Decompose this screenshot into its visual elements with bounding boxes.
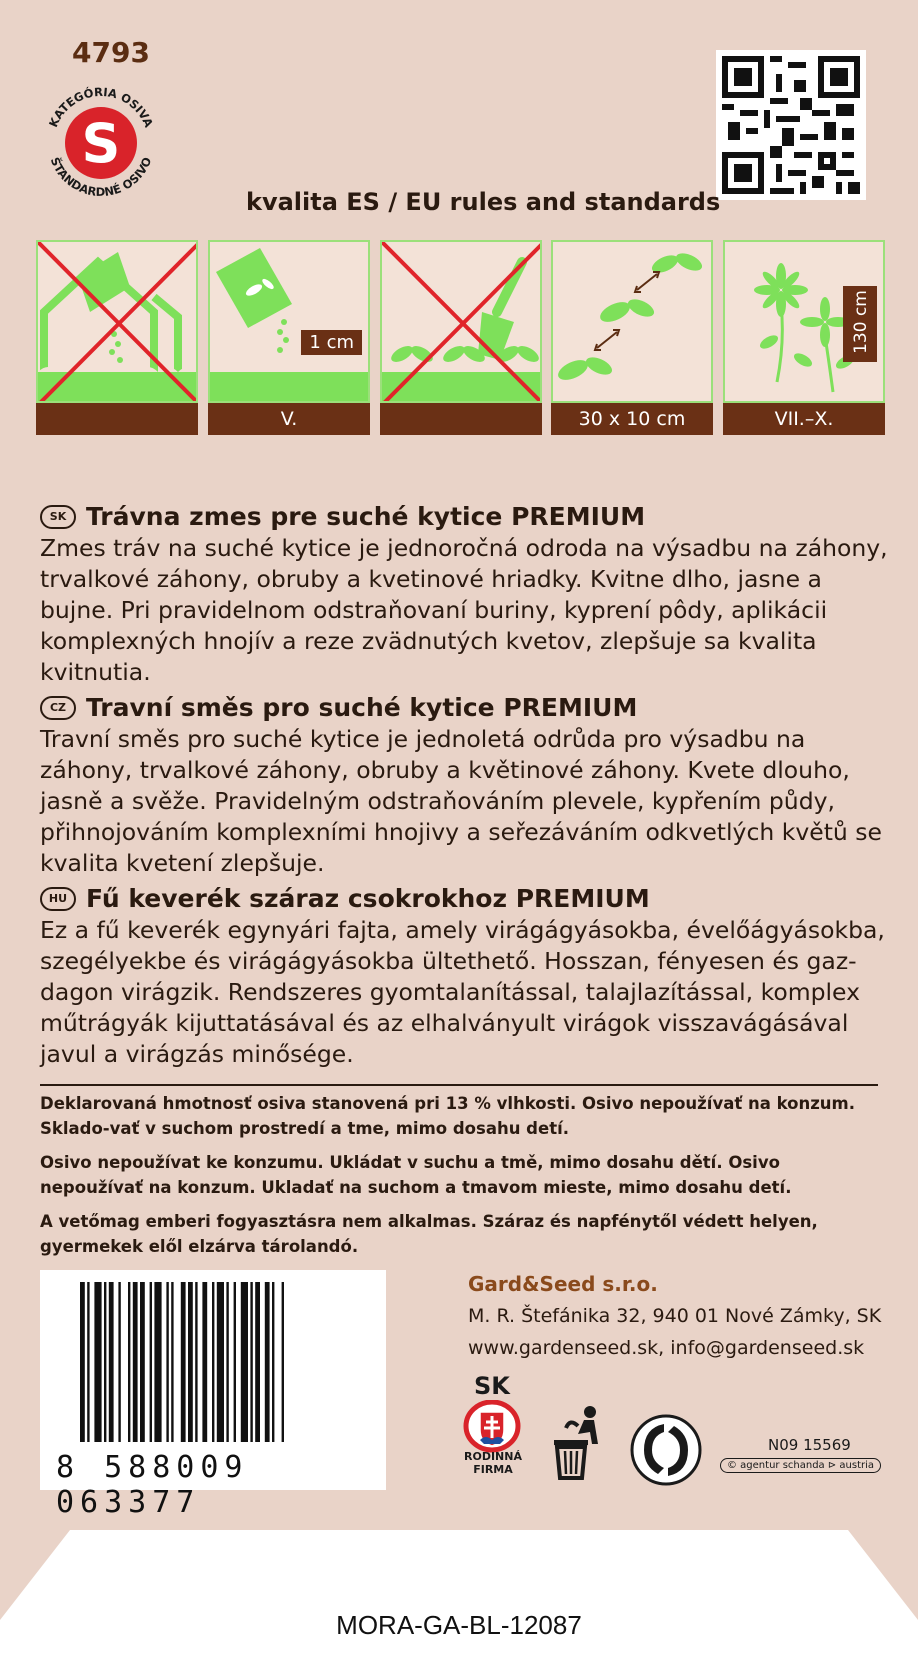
badge-letter: S [81,112,121,175]
barcode-bar [255,1282,260,1442]
section-body: Zmes tráv na suché kytice je jednoročná odroda na výsadbu na záhony, trvalkové záhony, obruby a kvetinové hriadky. Kvitne dlho, jasne a bujne. Pri pravidelnom odstraňovaní buriny, kyprení pôdy, aplikácii komplexných hnojív a reze zvädnutých kvetov, zlepšuje sa kvalita kvitnutia. [40,534,888,686]
green-dot-icon [630,1414,702,1486]
section-title: Fű keverék száraz csokrokhoz PREMIUM [86,884,650,913]
barcode-bar [94,1282,101,1442]
lang-badge: SK [40,505,76,529]
sowing-depth-tag: 1 cm [301,330,362,355]
country-label: SK [474,1372,510,1400]
barcode-bar [212,1282,214,1442]
badge-top-text: KATEGÓRIA OSIVA [46,84,156,130]
company-contact: www.gardenseed.sk, info@gardenseed.sk [468,1337,865,1359]
barcode-bar [188,1282,193,1442]
barcode [40,1270,386,1520]
lang-badge: HU [40,887,76,911]
panel-spacing [551,240,713,435]
barcode-bar [150,1282,152,1442]
slovak-family-business-icon [462,1400,522,1456]
barcode-bar [265,1282,270,1442]
barcode-bar [202,1282,207,1442]
registration-code: N09 15569 [768,1436,851,1454]
storage-note-cz-sk: Osivo nepoužívat ke konzumu. Ukládat v suchu a tmě, mimo dosahu dětí. Osivo nepoužívať na konzum. Ukladať na suchom a tmavom mieste, mimo dosahu detí. [40,1153,792,1197]
quality-statement: kvalita ES / EU rules and standards [246,188,721,216]
flap-shading [0,1530,918,1662]
barcode-bar [80,1282,85,1442]
panel-label [380,403,542,435]
panel-flowering [723,240,885,435]
section-title: Trávna zmes pre suché kytice PREMIUM [86,502,646,531]
panel-direct-sowing [208,240,370,435]
lang-badge: CZ [40,696,76,720]
barcode-bar [166,1282,168,1442]
panel-transplant [380,240,542,435]
barcode-bar [133,1282,138,1442]
panel-label: VII.–X. [723,403,885,435]
barcode-bar [217,1282,224,1442]
storage-note-hu: A vetőmag emberi fogyasztásra nem alkalmas. Száraz és napfénytől védett helyen, gyermekek elől elzárva tárolandó. [40,1212,818,1256]
product-code: 4793 [72,36,150,69]
transplant-trowel-icon [382,242,542,403]
barcode-bar [234,1282,236,1442]
company-info [468,1268,881,1364]
badge-bottom-text: ŠTANDARDNÉ OSIVO [47,155,155,200]
panel-label: 30 x 10 cm [551,403,713,435]
panel-greenhouse-sowing [36,240,198,435]
barcode-bar [104,1282,106,1442]
barcode-bars [40,1270,386,1446]
barcode-bar [282,1282,284,1442]
description-sk [40,502,890,688]
barcode-digits: 8 588009 063377 [56,1450,249,1520]
tidyman-recycle-bin-icon [548,1404,608,1480]
barcode-bar [154,1282,161,1442]
print-code: MORA-GA-BL-12087 [336,1610,582,1640]
barcode-bar [272,1282,274,1442]
barcode-bar [128,1282,130,1442]
barcode-bar [181,1282,186,1442]
barcode-bar [195,1282,197,1442]
barcode-bar [226,1282,228,1442]
family-business-label: RODINNÁ FIRMA [464,1450,522,1476]
barcode-bar [241,1282,248,1442]
company-name: Gard&Seed s.r.o. [468,1272,658,1296]
seed-category-badge [36,78,166,208]
spacing-seedlings-icon [553,242,713,403]
barcode-bar [250,1282,252,1442]
section-body: Travní směs pro suché kytice je jednoletá odrůda pro výsadbu na záhony, trvalkové záhony, obruby a květinové záhony. Kvete dlouho, jasně a svěže. Pravidelným odstraňováním plevele, kypřením půdy, přihnojováním komplexními hnojivy a seřezáváním odkvetlých květů se kvalita kvetení zlepšuje. [40,725,882,877]
company-address: M. R. Štefánika 32, 940 01 Nové Zámky, SK [468,1305,882,1327]
barcode-bar [171,1282,173,1442]
direct-sowing-icon [210,242,370,403]
divider-line [40,1084,878,1086]
section-body: Ez a fű keverék egynyári fajta, amely virágágyásokba, évelőágyásokba, szegélyekbe és virágágyásokba ültethető. Hosszan, fényesen és gaz-dagon virágzik. Rendszeres gyomtalanítással, talajlazítással, komplex műtrágyák kijuttatásával és az elhalványult virágok visszavágásával javul a virágzás minősége. [40,916,885,1068]
plant-height-tag: 130 cm [843,286,877,362]
barcode-bar [87,1282,89,1442]
qr-code [716,50,866,200]
barcode-bar [140,1282,145,1442]
barcode-bar [109,1282,114,1442]
panel-label [36,403,198,435]
storage-note-sk: Deklarovaná hmotnosť osiva stanovená pri 13 % vlhkosti. Osivo nepoužívať na konzum. Sklado-vať v suchom prostredí a tme, mimo dosahu detí. [40,1094,856,1138]
barcode-bar [118,1282,120,1442]
section-title: Travní směs pro suché kytice PREMIUM [86,693,638,722]
description-cz [40,693,890,879]
greenhouse-sowing-icon [38,242,198,403]
agency-credit: © agentur schanda ⊳ austria [720,1458,881,1473]
description-hu [40,884,890,1070]
panel-label: V. [208,403,370,435]
